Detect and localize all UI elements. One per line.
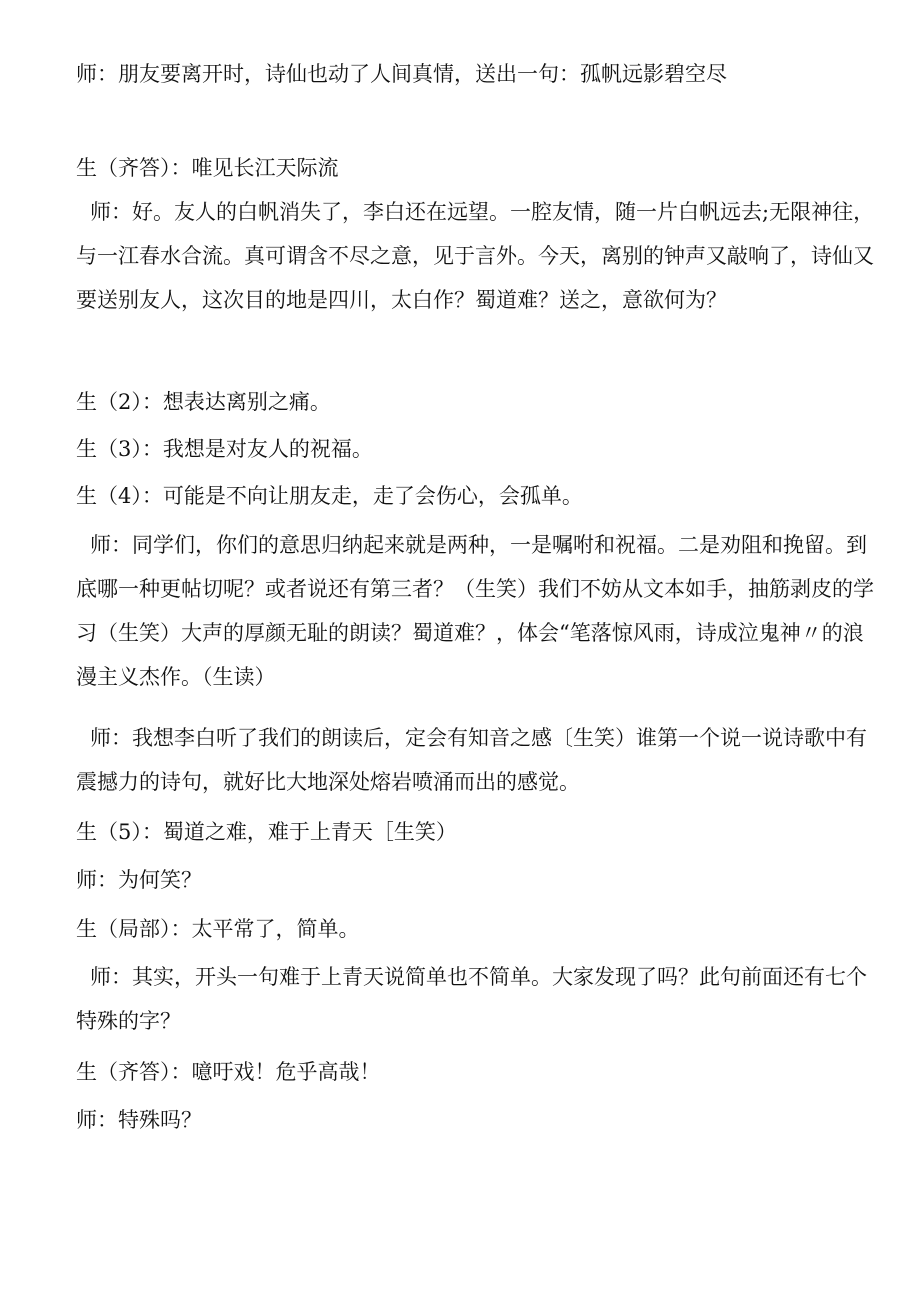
paragraph-1: 师：朋友要离开时，诗仙也动了人间真情，送出一句：孤帆远影碧空尽 <box>76 62 727 86</box>
paragraph-12: 师：其实，开头一句难于上青天说简单也不简单。大家发现了吗？此句前面还有七个特殊的字？ <box>76 965 867 1033</box>
paragraph-3: 师：好。友人的白帆消失了，李白还在远望。一腔友情，随一片白帆远去;无限神往，与一江春水合流。真可谓含不尽之意，见于言外。今天，离别的钟声又敲响了，诗仙又要送别友人，这次目的地是四川，太白作？蜀道难？送之，意欲何为？ <box>76 200 875 312</box>
paragraph-5: 生（3）：我想是对友人的祝福。 <box>76 437 373 461</box>
paragraph-11: 生（局部）：太平常了，简单。 <box>76 917 360 941</box>
paragraph-14: 师：特殊吗？ <box>76 1108 202 1132</box>
paragraph-8: 师：我想李白听了我们的朗读后，定会有知音之感〔生笑）谁第一个说一说诗歌中有震撼力的诗句，就好比大地深处熔岩喷涌而出的感觉。 <box>76 726 867 794</box>
paragraph-7: 师：同学们，你们的意思归纳起来就是两种，一是嘱咐和祝福。二是劝阻和挽留。到底哪一种更帖切呢？或者说还有第三者？（生笑）我们不妨从文本如手，抽筋剥皮的学习（生笑）大声的厚颜无耻的朗读？蜀道难？，体会“笔落惊风雨，诗成泣鬼神〃的浪漫主义杰作。（生读） <box>76 533 874 689</box>
paragraph-13: 生（齐答）：噫吁戏！危乎高哉！ <box>76 1060 381 1084</box>
paragraph-10: 师：为何笑？ <box>76 868 202 892</box>
paragraph-2: 生（齐答）：唯见长江天际流 <box>76 156 339 180</box>
paragraph-6: 生（4）：可能是不向让朋友走，走了会伤心，会孤单。 <box>76 484 583 508</box>
paragraph-4: 生（2）：想表达离别之痛。 <box>76 390 331 414</box>
paragraph-9: 生（5）：蜀道之难，难于上青天［生笑） <box>76 820 457 844</box>
